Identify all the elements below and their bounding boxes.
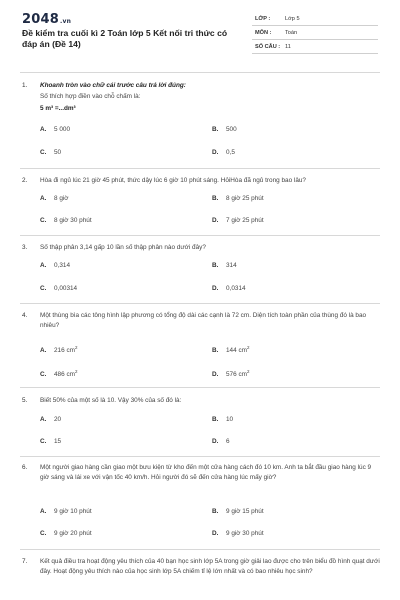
- meta-value: 11: [285, 44, 291, 50]
- option-text: 9 giờ 20 phút: [54, 530, 92, 537]
- option-letter: D.: [212, 285, 219, 292]
- option-letter: A.: [40, 262, 47, 269]
- question-text: Một người giao hàng cần giao một bưu kiện từ kho đến một cửa hàng cách đó 10 km. Anh ta bắt đầu giao hàng lúc 9 giờ sáng và lái xe với vận tốc 40 km/h. Hỏi người đó sẽ đến cửa hàng lúc mấy giờ?: [40, 464, 372, 481]
- option-text: 50: [54, 149, 62, 156]
- question-number: 5.: [22, 397, 28, 404]
- option-letter: C.: [40, 149, 47, 156]
- option-b[interactable]: [212, 345, 249, 354]
- question-text: Khoanh tròn vào chữ cái trước câu trả lời đúng:: [40, 82, 186, 89]
- logo-domain: .vn: [59, 18, 72, 25]
- option-letter: C.: [40, 371, 47, 379]
- question-text: Một thùng bìa các tông hình lập phương có tổng độ dài các cạnh là 72 cm. Diện tích toàn phần của thùng đó là bao nhiêu?: [40, 312, 367, 329]
- option-text: 0,00314: [54, 285, 78, 292]
- option-exponent: 2: [246, 369, 250, 374]
- question-formula: 5 m³ =...dm³: [40, 105, 76, 112]
- option-letter: A.: [40, 508, 47, 515]
- question-number: 7.: [22, 558, 28, 565]
- option-text: 8 giờ: [54, 195, 69, 202]
- option-text: 15: [54, 438, 62, 445]
- divider: [20, 72, 380, 73]
- question-text: Số thập phân 3,14 gấp 10 lần số thập phân nào dưới đây?: [40, 244, 206, 251]
- option-text: 6: [226, 438, 230, 445]
- option-letter: B.: [212, 126, 219, 133]
- meta-row-class: [252, 13, 378, 26]
- option-text: 500: [226, 126, 237, 133]
- option-letter: D.: [212, 530, 219, 537]
- option-letter: B.: [212, 262, 219, 269]
- meta-row-subject: [252, 27, 378, 40]
- option-d[interactable]: [212, 530, 264, 537]
- option-a[interactable]: [40, 508, 92, 515]
- option-letter: C.: [40, 285, 47, 292]
- option-letter: A.: [40, 347, 47, 355]
- option-c[interactable]: [40, 530, 92, 537]
- option-letter: D.: [212, 149, 219, 156]
- option-text: 9 giờ 30 phút: [226, 530, 264, 537]
- option-letter: A.: [40, 416, 47, 423]
- option-d[interactable]: [212, 438, 230, 445]
- option-d[interactable]: [212, 149, 235, 156]
- option-letter: B.: [212, 416, 219, 423]
- divider: [20, 303, 380, 304]
- option-text: 144 cm: [226, 347, 247, 355]
- option-b[interactable]: [212, 126, 237, 133]
- option-text: 7 giờ 25 phút: [226, 217, 264, 224]
- meta-label: MÔN :: [255, 30, 272, 36]
- question-number: 4.: [22, 312, 28, 319]
- document-header: [0, 0, 400, 64]
- option-letter: B.: [212, 195, 219, 202]
- meta-label: LỚP :: [255, 16, 271, 22]
- option-text: 0,0314: [226, 285, 246, 292]
- option-exponent: 2: [74, 369, 78, 374]
- question-number: 6.: [22, 464, 28, 471]
- option-a[interactable]: [40, 262, 70, 269]
- option-text: 9 giờ 10 phút: [54, 508, 92, 515]
- option-text: 0,5: [226, 149, 235, 156]
- option-text: 8 giờ 25 phút: [226, 195, 264, 202]
- option-exponent: 2: [246, 345, 250, 350]
- option-d[interactable]: [212, 369, 249, 378]
- question-text: Kết quả điều tra hoạt động yêu thích của 40 bạn học sinh lớp 5A trong giờ giải lao được cho trên biểu đồ hình quạt dưới đây. Hoạt động yêu thích nào của học sinh lớp 5A chiếm tỉ lệ lớn nhất và có bao nhiêu học sinh?: [40, 558, 380, 575]
- option-c[interactable]: [40, 149, 61, 156]
- option-b[interactable]: [212, 508, 264, 515]
- option-text: 8 giờ 30 phút: [54, 217, 92, 224]
- option-d[interactable]: [212, 285, 246, 292]
- option-c[interactable]: [40, 217, 92, 224]
- option-letter: D.: [212, 217, 219, 224]
- divider: [20, 549, 380, 550]
- option-letter: C.: [40, 438, 47, 445]
- question-text: Biết 50% của một số là 10. Vậy 30% của số đó là:: [40, 397, 182, 404]
- question-number: 3.: [22, 244, 28, 251]
- option-letter: B.: [212, 508, 219, 515]
- option-letter: D.: [212, 438, 219, 445]
- question-number: 1.: [22, 82, 28, 89]
- document-title: Đề kiểm tra cuối kì 2 Toán lớp 5 Kết nối tri thức có đáp án (Đề 14): [22, 28, 228, 49]
- option-letter: C.: [40, 530, 47, 537]
- option-c[interactable]: [40, 438, 61, 445]
- meta-row-question-count: [252, 41, 378, 54]
- divider: [20, 235, 380, 236]
- option-c[interactable]: [40, 369, 77, 378]
- divider: [20, 168, 380, 169]
- option-a[interactable]: [40, 195, 69, 202]
- option-letter: D.: [212, 371, 219, 379]
- meta-label: SỐ CÂU :: [255, 44, 281, 50]
- option-letter: C.: [40, 217, 47, 224]
- option-text: 576 cm: [226, 371, 247, 379]
- option-exponent: 2: [74, 345, 78, 350]
- question-subtext: Số thích hợp điền vào chỗ chấm là:: [40, 93, 141, 100]
- option-b[interactable]: [212, 416, 233, 423]
- option-text: 9 giờ 15 phút: [226, 508, 264, 515]
- divider: [20, 387, 380, 388]
- option-d[interactable]: [212, 217, 264, 224]
- divider: [20, 456, 380, 457]
- option-c[interactable]: [40, 285, 77, 292]
- question-text: Hòa đi ngủ lúc 21 giờ 45 phút, thức dậy lúc 6 giờ 10 phút sáng. HỏiHòa đã ngủ trong bao lâu?: [40, 177, 306, 184]
- logo-text: 2048: [22, 12, 59, 27]
- option-text: 20: [54, 416, 62, 423]
- option-a[interactable]: [40, 126, 70, 133]
- option-b[interactable]: [212, 262, 237, 269]
- option-text: 0,314: [54, 262, 70, 269]
- option-text: 486 cm: [54, 371, 75, 379]
- option-a[interactable]: [40, 416, 61, 423]
- option-text: 216 cm: [54, 347, 75, 355]
- option-text: 10: [226, 416, 234, 423]
- meta-value: Lớp 5: [285, 16, 300, 22]
- option-letter: A.: [40, 126, 47, 133]
- option-text: 314: [226, 262, 237, 269]
- site-logo[interactable]: [22, 12, 71, 27]
- option-letter: B.: [212, 347, 219, 355]
- question-number: 2.: [22, 177, 28, 184]
- option-letter: A.: [40, 195, 47, 202]
- meta-value: Toán: [285, 30, 298, 36]
- option-b[interactable]: [212, 195, 264, 202]
- option-text: 5 000: [54, 126, 70, 133]
- option-a[interactable]: [40, 345, 77, 354]
